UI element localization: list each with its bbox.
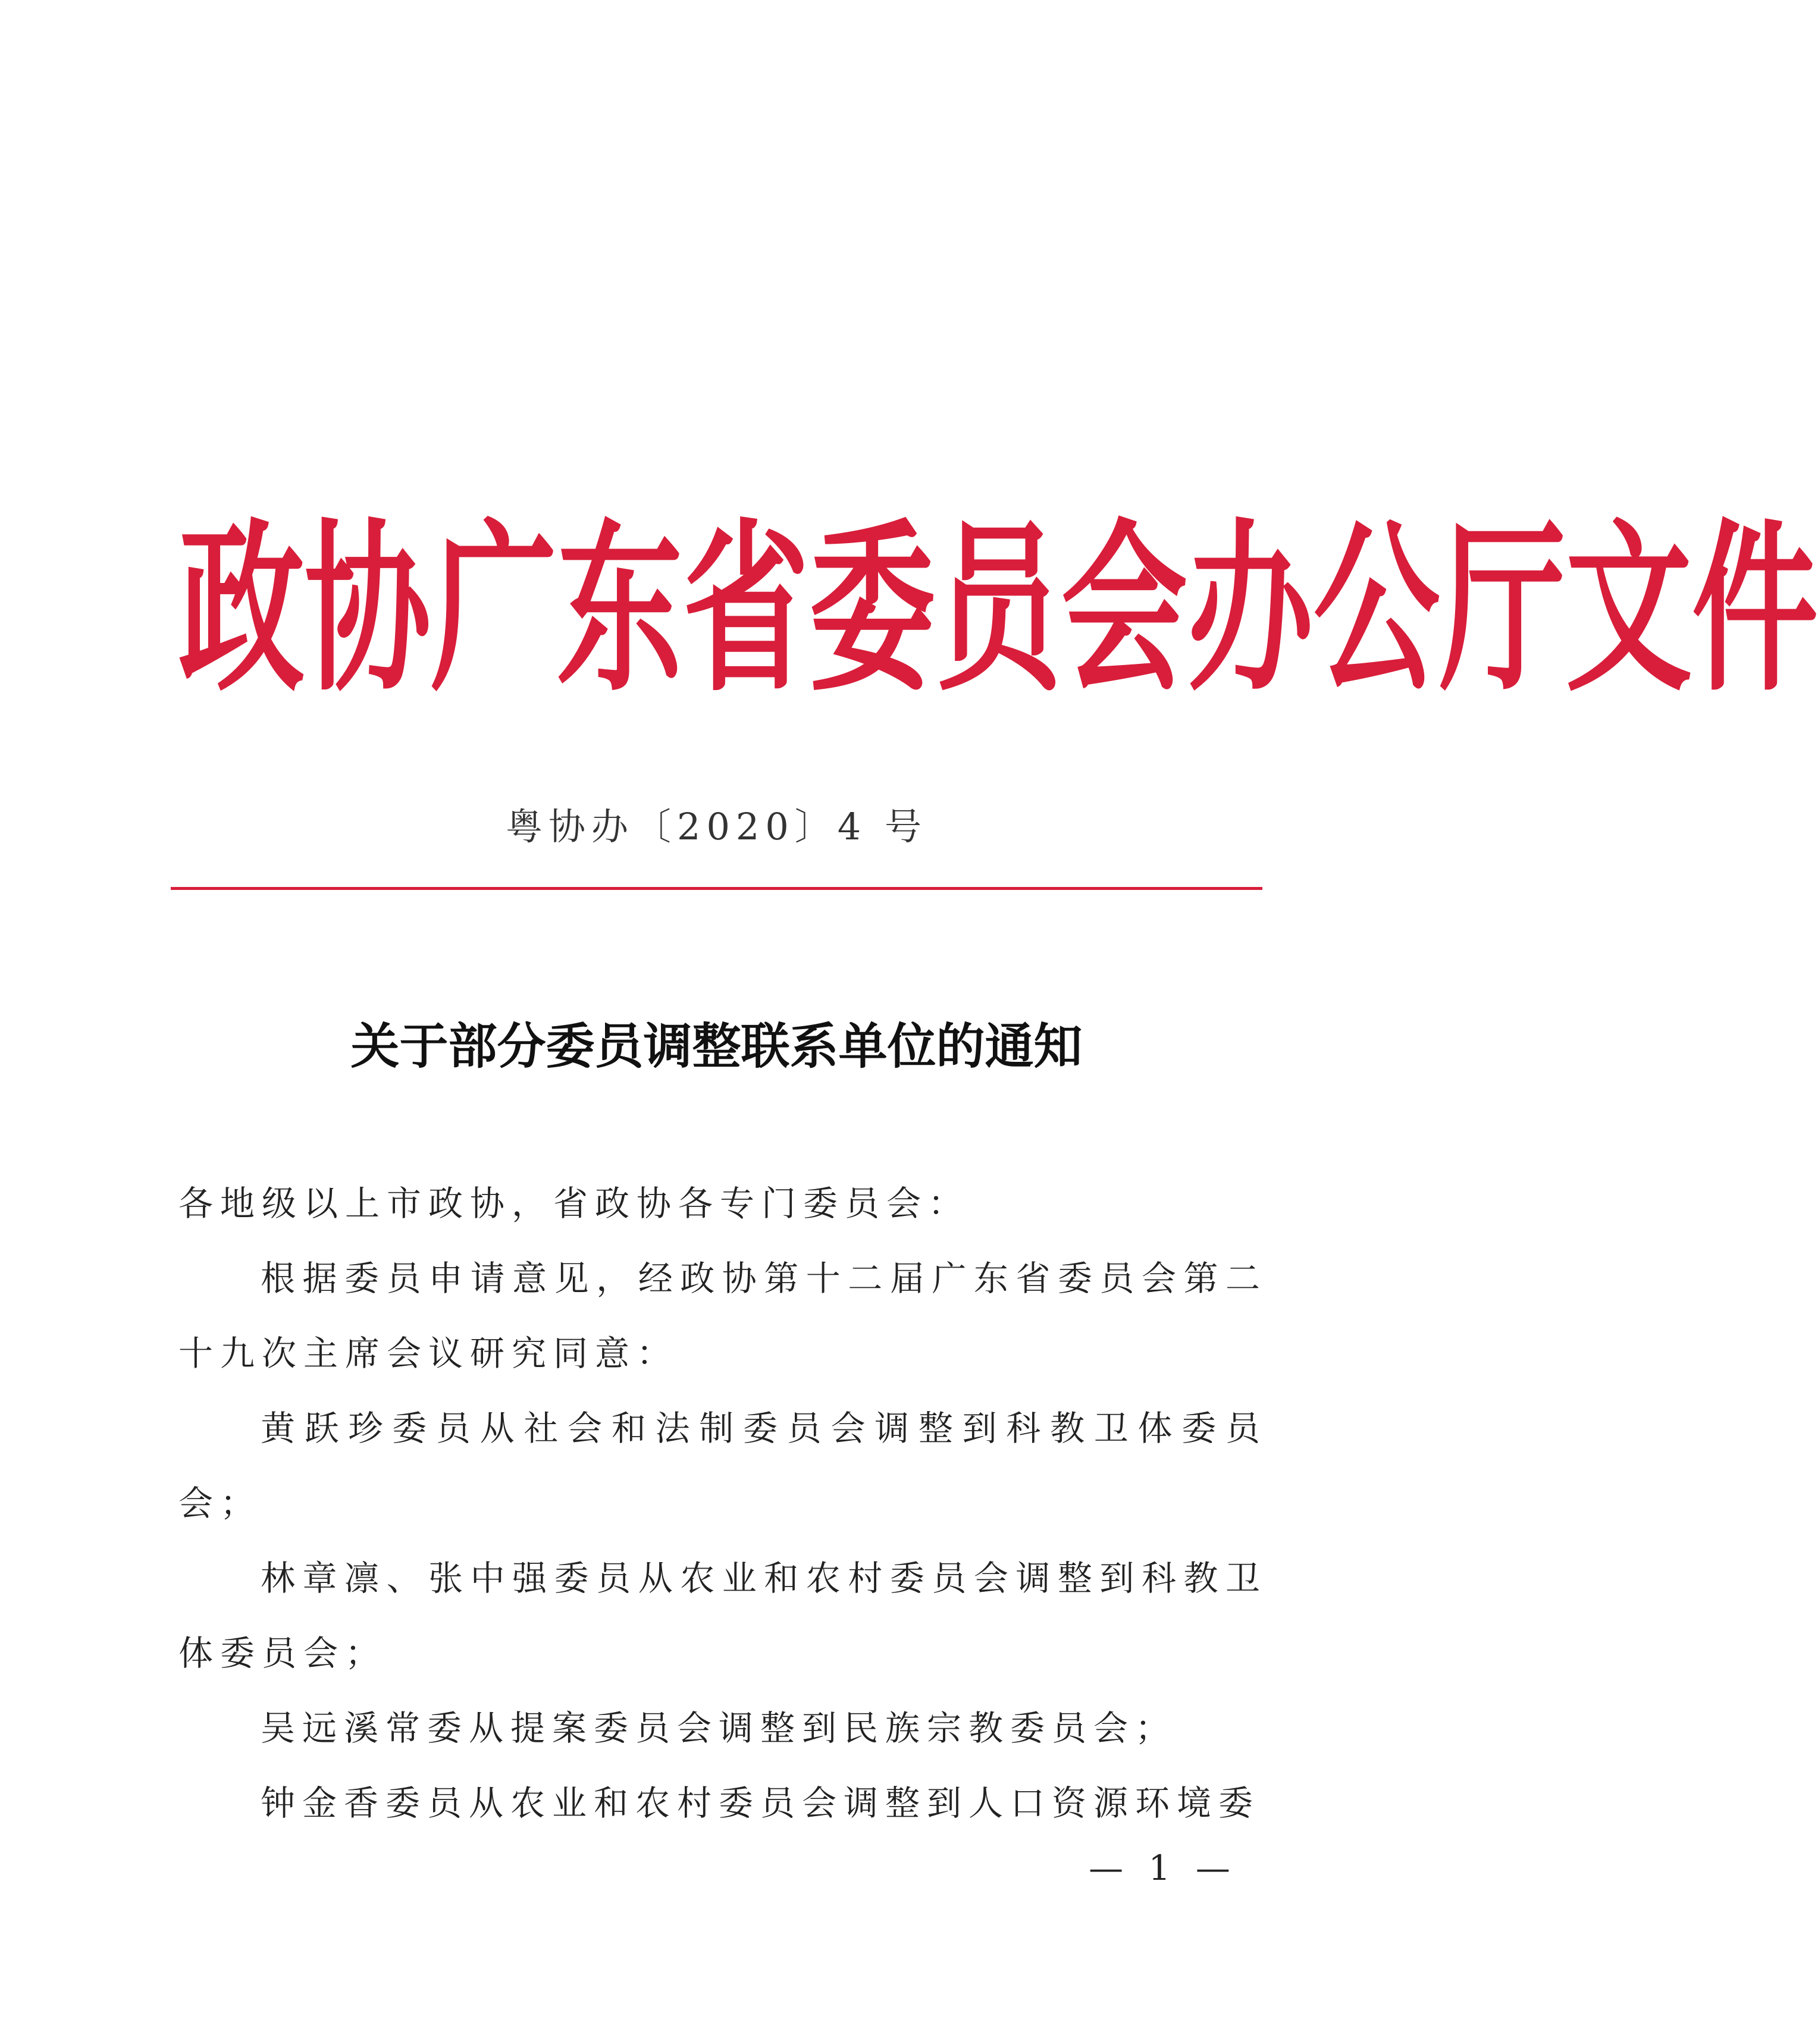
header-character: 省	[683, 503, 809, 716]
header-character: 政	[178, 503, 305, 716]
header-character: 员	[935, 503, 1061, 716]
notice-body	[178, 1166, 1267, 1841]
red-divider-line	[171, 887, 1262, 890]
body-paragraph: 根据委员申请意见，经政协第十二届广东省委员会第二十九次主席会议研究同意：	[178, 1258, 1267, 1374]
header-character: 办	[1187, 503, 1314, 716]
header-character: 委	[809, 503, 935, 716]
document-header-title	[178, 503, 1818, 716]
header-character: 会	[1061, 503, 1187, 716]
body-paragraph: 黄跃珍委员从社会和法制委员会调整到科教卫体委员会；	[178, 1408, 1267, 1523]
addressee: 各地级以上市政协，省政协各专门委员会：	[178, 1183, 970, 1224]
header-character: 件	[1692, 503, 1818, 716]
notice-title: 关于部分委员调整联系单位的通知	[350, 1018, 1083, 1075]
header-character: 厅	[1440, 503, 1566, 716]
body-paragraph: 林章凛、张中强委员从农业和农村委员会调整到科教卫体委员会；	[178, 1558, 1267, 1673]
header-character: 协	[305, 503, 431, 716]
header-character: 文	[1566, 503, 1692, 716]
page-number: — 1 —	[1089, 1848, 1237, 1888]
document-number: 粤协办〔2020〕4 号	[506, 805, 927, 848]
header-character: 东	[557, 503, 683, 716]
header-character: 公	[1314, 503, 1440, 716]
header-character: 广	[431, 503, 557, 716]
body-paragraph: 钟金香委员从农业和农村委员会调整到人口资源环境委	[261, 1783, 1261, 1823]
body-paragraph: 吴远溪常委从提案委员会调整到民族宗教委员会；	[261, 1708, 1177, 1748]
